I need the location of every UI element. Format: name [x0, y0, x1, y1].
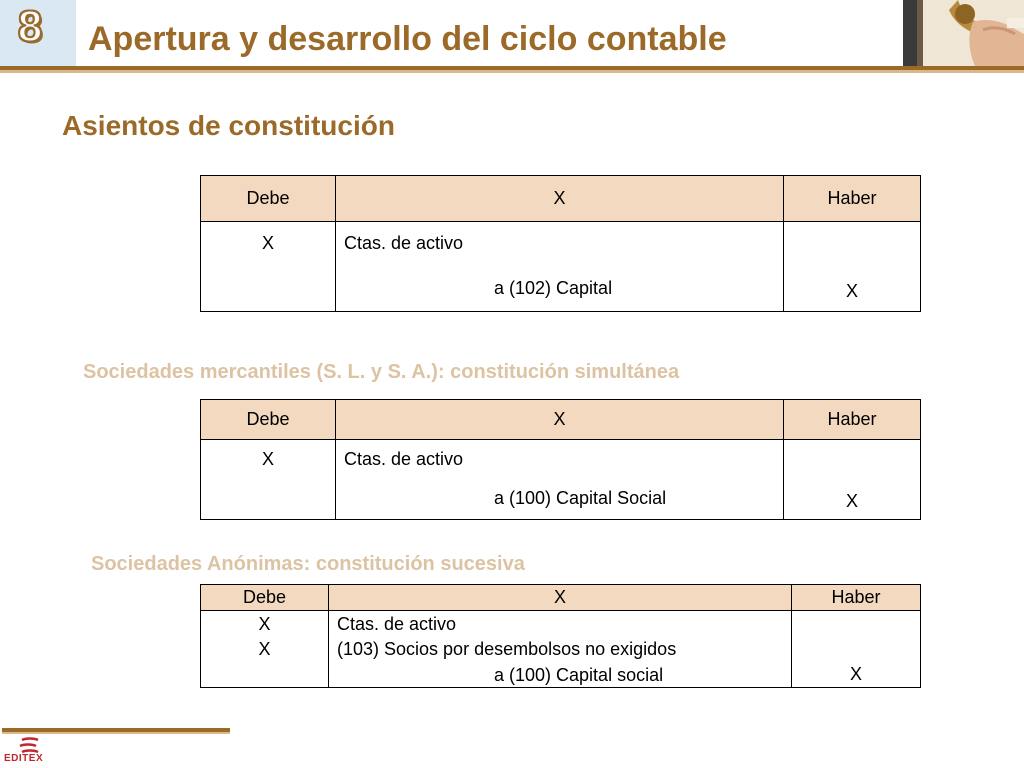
door-handle-photo [903, 0, 1024, 66]
chapter-badge [0, 0, 76, 66]
credit-value: X [849, 664, 862, 684]
chapter-number: 8 [17, 2, 43, 51]
debit-value: X [258, 639, 271, 659]
journal-entry-table-2 [200, 399, 921, 520]
page-title: Apertura y desarrollo del ciclo contable [88, 20, 727, 58]
debit-header: Debe [201, 176, 336, 222]
debit-value: X [261, 449, 274, 469]
credit-header: Haber [784, 176, 921, 222]
credit-cell [784, 222, 921, 312]
credit-value: X [845, 281, 858, 301]
entry-subtitle: Sociedades Anónimas: constitución sucesiva [91, 553, 525, 575]
concept-header: X [329, 585, 792, 611]
concept-line: a (100) Capital social [494, 665, 664, 685]
credit-cell [792, 611, 921, 688]
footer-divider-light [2, 732, 230, 734]
debit-value: X [261, 233, 274, 253]
entry-subtitle: Sociedades mercantiles (S. L. y S. A.): constitución simultánea [83, 361, 680, 383]
concept-cell [336, 440, 784, 520]
concept-line: Ctas. de activo [344, 449, 464, 469]
concept-cell [329, 611, 792, 688]
concept-line: a (100) Capital Social [494, 488, 667, 508]
journal-entry-table-3 [200, 584, 921, 688]
debit-cell [201, 611, 329, 688]
concept-line: a (102) Capital [494, 278, 613, 298]
concept-cell [336, 222, 784, 312]
debit-header: Debe [201, 585, 329, 611]
credit-header: Haber [784, 400, 921, 440]
journal-entry-table-1 [200, 175, 921, 312]
concept-header: X [336, 176, 784, 222]
concept-line: (103) Socios por desembolsos no exigidos [337, 639, 677, 659]
header-divider-light [0, 70, 1024, 73]
debit-cell [201, 440, 336, 520]
credit-header: Haber [792, 585, 921, 611]
debit-header: Debe [201, 400, 336, 440]
concept-line: Ctas. de activo [337, 614, 457, 634]
concept-line: Ctas. de activo [344, 233, 464, 253]
editex-logo-text: EDITEX [4, 753, 44, 764]
concept-header: X [336, 400, 784, 440]
section-title: Asientos de constitución [62, 110, 395, 141]
credit-cell [784, 440, 921, 520]
debit-cell [201, 222, 336, 312]
credit-value: X [845, 491, 858, 511]
debit-value: X [258, 614, 271, 634]
